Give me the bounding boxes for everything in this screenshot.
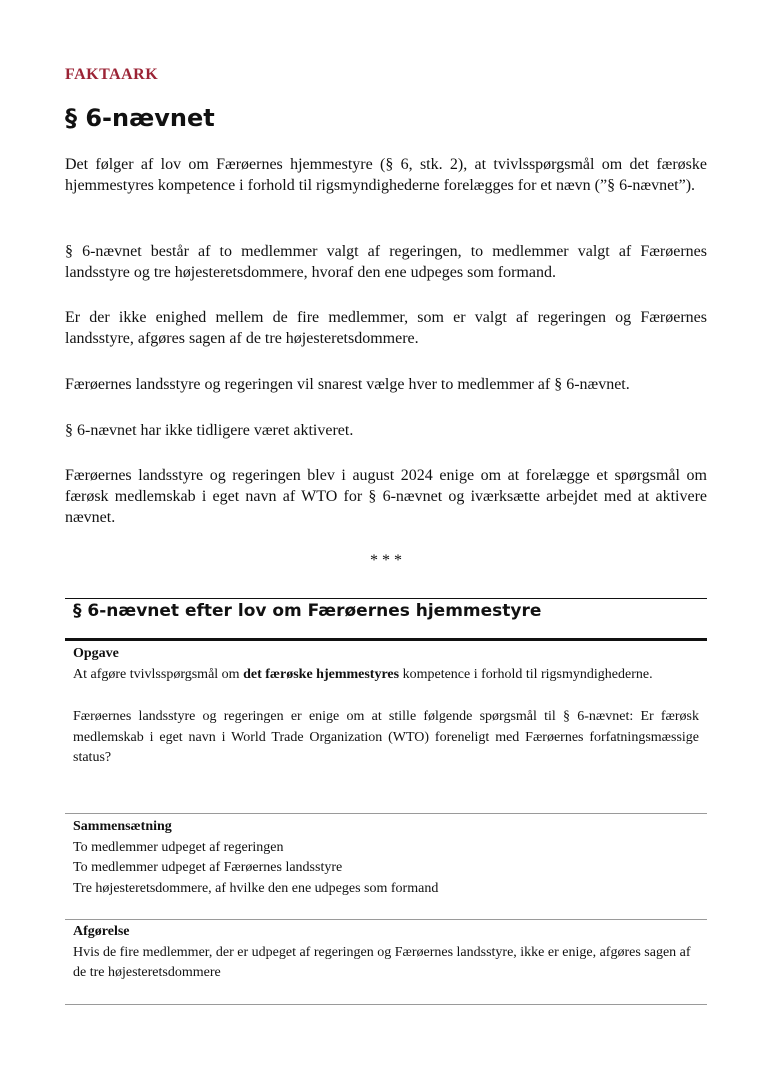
section-sammensaetning-heading: Sammensætning bbox=[73, 819, 172, 834]
paragraph-4: Færøernes landsstyre og regeringen vil snarest vælge hver to medlemmer af § 6-nævnet. bbox=[65, 376, 630, 393]
section-opgave-text bbox=[73, 665, 699, 686]
list-item: Tre højesteretsdommere, af hvilke den ene udpeges som formand bbox=[73, 880, 439, 896]
opgave-text-start: At afgøre tvivlsspørgsmål om bbox=[73, 666, 244, 682]
list-item: To medlemmer udpeget af regeringen bbox=[73, 839, 284, 855]
section-separator: * * * bbox=[370, 552, 402, 569]
section-afgoerelse-text: Hvis de fire medlemmer, der er udpeget af regeringen og Færøernes landsstyre, ikke er enige, afgøres sagen af de tre højesteretsdommere bbox=[73, 944, 691, 980]
section-opgave-question: Færøernes landsstyre og regeringen er enige om at stille følgende spørgsmål til § 6-nævnet: Er færøsk medlemskab i eget navn i World Trade Organization (WTO) foreneligt med Færøernes forfatningsmæssige status? bbox=[73, 709, 699, 765]
paragraph-1: Det følger af lov om Færøernes hjemmestyre (§ 6, stk. 2), at tvivlsspørgsmål om det færøske hjemmestyres kompetence i forhold til rigsmyndighederne forelægges for et nævn (”§ 6-nævnet”). bbox=[65, 156, 707, 194]
fact-box-title: § 6-nævnet efter lov om Færøernes hjemmestyre bbox=[73, 601, 542, 621]
page-title: § 6-nævnet bbox=[65, 104, 215, 132]
section-divider bbox=[65, 813, 707, 814]
section-afgoerelse-heading: Afgørelse bbox=[73, 924, 130, 939]
section-afgoerelse bbox=[73, 922, 699, 984]
paragraph-3: Er der ikke enighed mellem de fire medlemmer, som er valgt af regeringen og Færøernes landsstyre, afgøres sagen af de tre højesteretsdommere. bbox=[65, 309, 707, 347]
paragraph-2: § 6-nævnet består af to medlemmer valgt af regeringen, to medlemmer valgt af Færøernes landsstyre og tre højesteretsdommere, hvoraf den ene udpeges som formand. bbox=[65, 243, 707, 281]
section-opgave-heading: Opgave bbox=[73, 646, 119, 661]
fact-box-title-rule bbox=[65, 638, 707, 641]
opgave-text-end: kompetence i forhold til rigsmyndighederne. bbox=[399, 666, 653, 682]
list-item: To medlemmer udpeget af Færøernes landsstyre bbox=[73, 860, 343, 875]
section-divider bbox=[65, 1004, 707, 1005]
paragraph-5: § 6-nævnet har ikke tidligere været aktiveret. bbox=[65, 422, 354, 439]
doc-kicker: FAKTAARK bbox=[65, 66, 159, 83]
opgave-text-bold: det færøske hjemmestyres bbox=[243, 666, 400, 682]
section-opgave bbox=[73, 644, 699, 769]
section-divider bbox=[65, 919, 707, 920]
section-sammensaetning bbox=[73, 817, 699, 899]
paragraph-6: Færøernes landsstyre og regeringen blev i august 2024 enige om at forelægge et spørgsmål om færøsk medlemskab i eget navn af WTO for § 6-nævnet og iværksætte arbejdet med at aktivere nævnet. bbox=[65, 467, 707, 526]
fact-box-top-rule bbox=[65, 598, 707, 599]
